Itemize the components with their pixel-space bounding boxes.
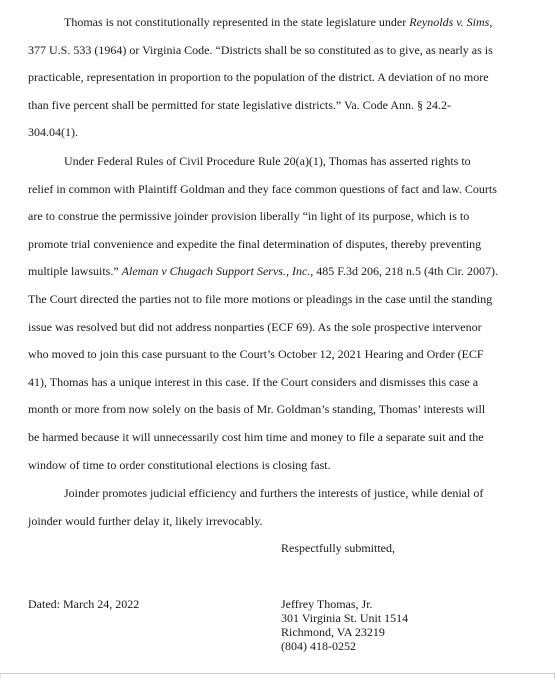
page-bottom-edge xyxy=(0,673,555,679)
paragraph-text: Thomas is not constitutionally represented in the state legislature under xyxy=(64,15,410,29)
signer-address-line-1: 301 Virginia St. Unit 1514 xyxy=(281,611,409,625)
paragraph-text: , 377 U.S. 533 (1964) or Virginia Code. “Districts shall be so constituted as to give, as nearly as is practicable, representation in proportion to the population of the district. A deviation of no more than five percent shall be permitted for state legislative districts.” Va. Code Ann. § 24.2-304.04(1). xyxy=(28,15,493,140)
paragraph-text: Joinder promotes judicial efficiency and furthers the interests of justice, while denial of joinder would further delay it, likely irrevocably. xyxy=(28,486,484,528)
signer-phone: (804) 418-0252 xyxy=(281,639,356,653)
closing-line: Respectfully submitted, xyxy=(281,541,395,555)
paragraph-joinder-rule xyxy=(28,148,498,479)
signer-name: Jeffrey Thomas, Jr. xyxy=(281,597,373,611)
date-line: Dated: March 24, 2022 xyxy=(28,597,140,611)
paragraph-conclusion xyxy=(28,480,498,535)
signer-address-line-2: Richmond, VA 23219 xyxy=(281,625,385,639)
paragraph-representation xyxy=(28,9,498,147)
case-citation: Reynolds v. Sims xyxy=(409,15,490,29)
signature-block xyxy=(281,597,408,653)
paragraph-text: , 485 F.3d 206, 218 n.5 (4th Cir. 2007). The Court directed the parties not to file more motions or pleadings in the case until the standing issue was resolved but did not address nonparties (ECF 69). As the sole prospective intervenor who moved to join this case pursuant to the Court’s October 12, 2021 Hearing and Order (ECF 41), Thomas has a unique interest in this case. If the Court considers and dismisses this case a month or more from now solely on the basis of Mr. Goldman’s standing, Thomas’ interests will be harmed because it will unnecessarily cost him time and money to file a separate suit and the window of time to order constitutional elections is closing fast. xyxy=(28,264,499,472)
case-citation: Aleman v Chugach Support Servs., Inc. xyxy=(121,264,311,279)
paragraph-text: Under Federal Rules of Civil Procedure Rule 20(a)(1), Thomas has asserted rights to relief in common with Plaintiff Goldman and they face common questions of fact and law. Courts are to construe the permissive joinder provision liberally “in light of its purpose, which is to promote trial convenience and expedite the final determination of disputes, thereby preventing multiple lawsuits.” xyxy=(28,154,497,279)
